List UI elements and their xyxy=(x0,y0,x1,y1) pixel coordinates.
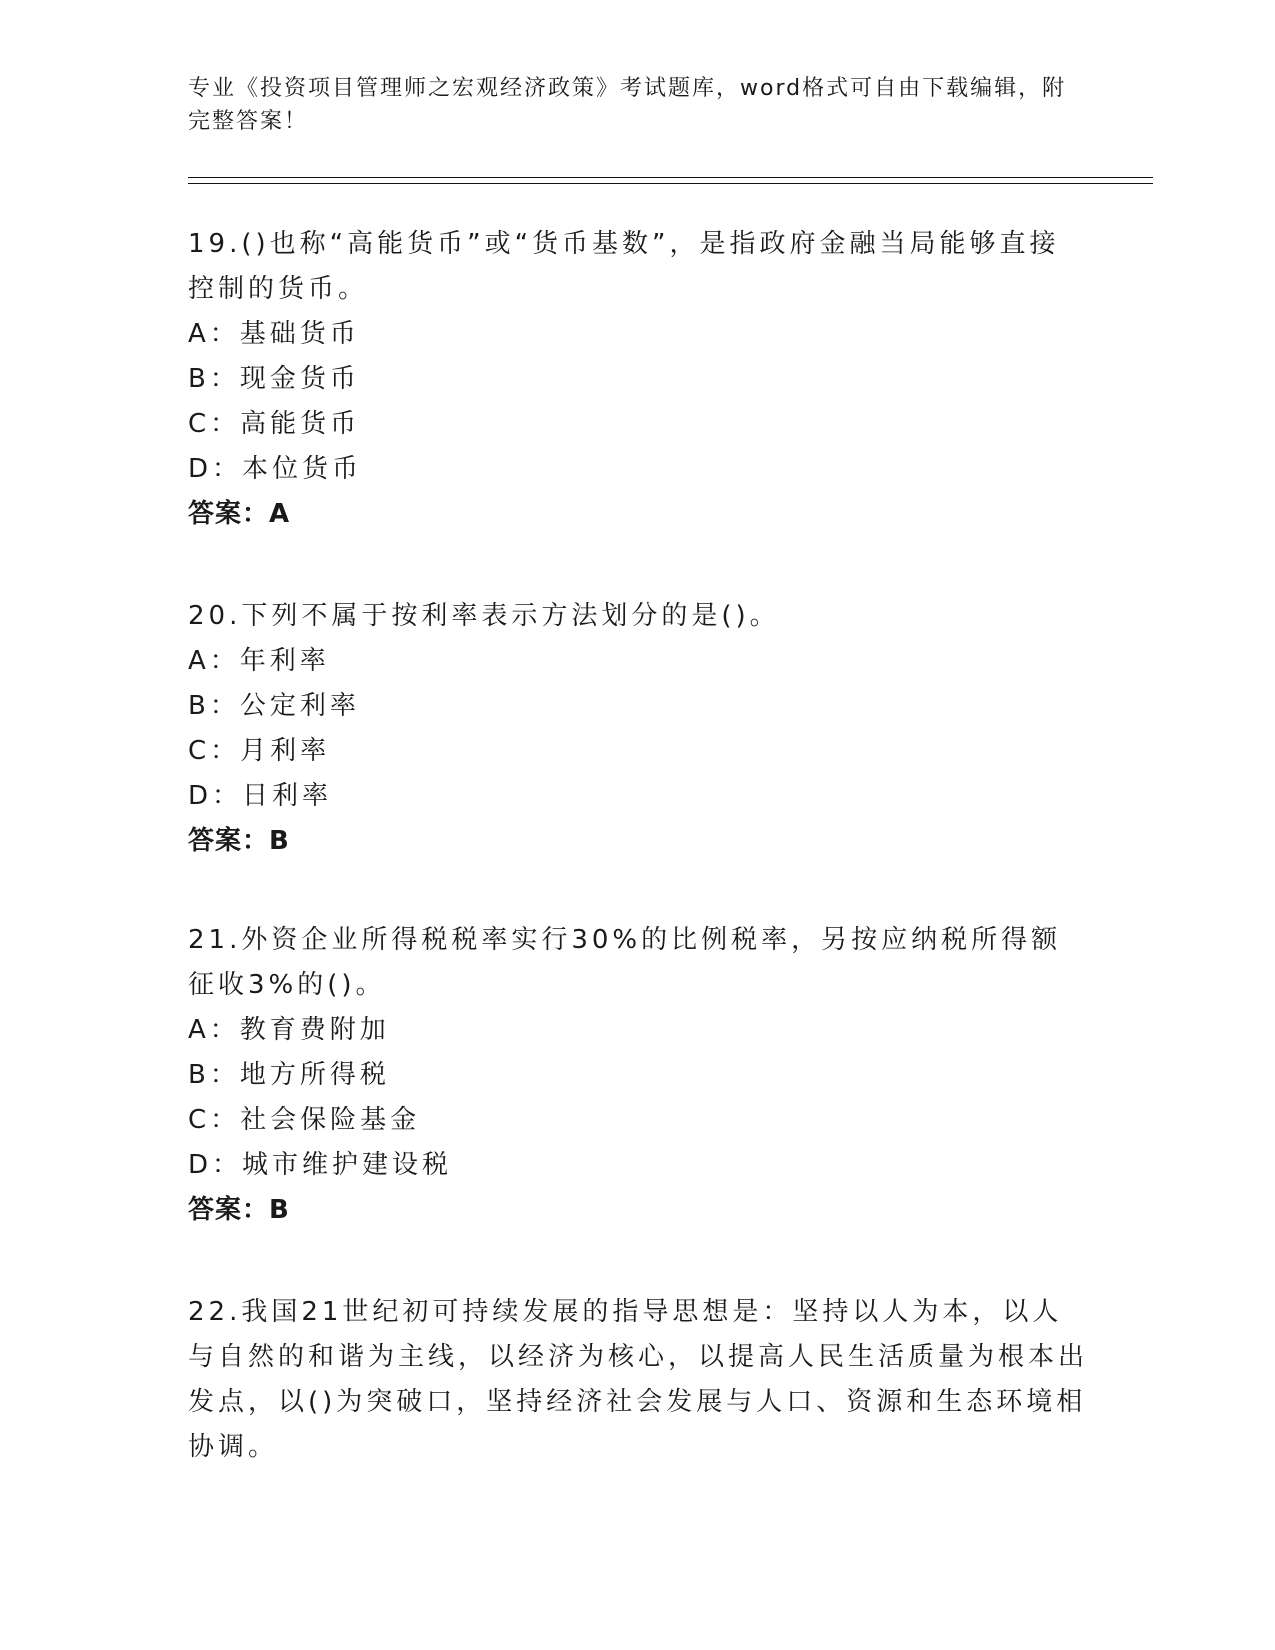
option-a: A：年利率 xyxy=(188,646,330,676)
option-d: D：日利率 xyxy=(188,781,333,811)
option-d: D：本位货币 xyxy=(188,454,363,484)
answer: 答案：A xyxy=(188,499,291,529)
option-a: A：教育费附加 xyxy=(188,1015,390,1045)
question-22 xyxy=(188,1290,1088,1470)
header-divider xyxy=(188,177,1153,184)
answer: 答案：B xyxy=(188,826,290,856)
question-text: 21.外资企业所得税税率实行30%的比例税率，另按应纳税所得额征收3%的()。 xyxy=(188,925,1062,1000)
question-20 xyxy=(188,594,1088,864)
option-b: B：公定利率 xyxy=(188,691,360,721)
option-a: A：基础货币 xyxy=(188,319,360,349)
question-text: 22.我国21世纪初可持续发展的指导思想是：坚持以人为本，以人与自然的和谐为主线，以经济为核心，以提高人民生活质量为根本出发点，以()为突破口，坚持经济社会发展与人口、资源和生态环境相协调。 xyxy=(188,1297,1089,1462)
option-c: C：高能货币 xyxy=(188,409,361,439)
option-d: D：城市维护建设税 xyxy=(188,1150,453,1180)
question-text: 19.()也称“高能货币”或“货币基数”，是指政府金融当局能够直接控制的货币。 xyxy=(188,229,1060,304)
option-c: C：社会保险基金 xyxy=(188,1105,421,1135)
answer: 答案：B xyxy=(188,1195,290,1225)
option-b: B：现金货币 xyxy=(188,364,360,394)
document-header: 专业《投资项目管理师之宏观经济政策》考试题库，word格式可自由下载编辑，附完整答案！ xyxy=(188,76,1067,134)
question-19 xyxy=(188,222,1088,537)
option-c: C：月利率 xyxy=(188,736,331,766)
question-text: 20.下列不属于按利率表示方法划分的是()。 xyxy=(188,601,780,631)
option-b: B：地方所得税 xyxy=(188,1060,390,1090)
question-21 xyxy=(188,918,1088,1233)
